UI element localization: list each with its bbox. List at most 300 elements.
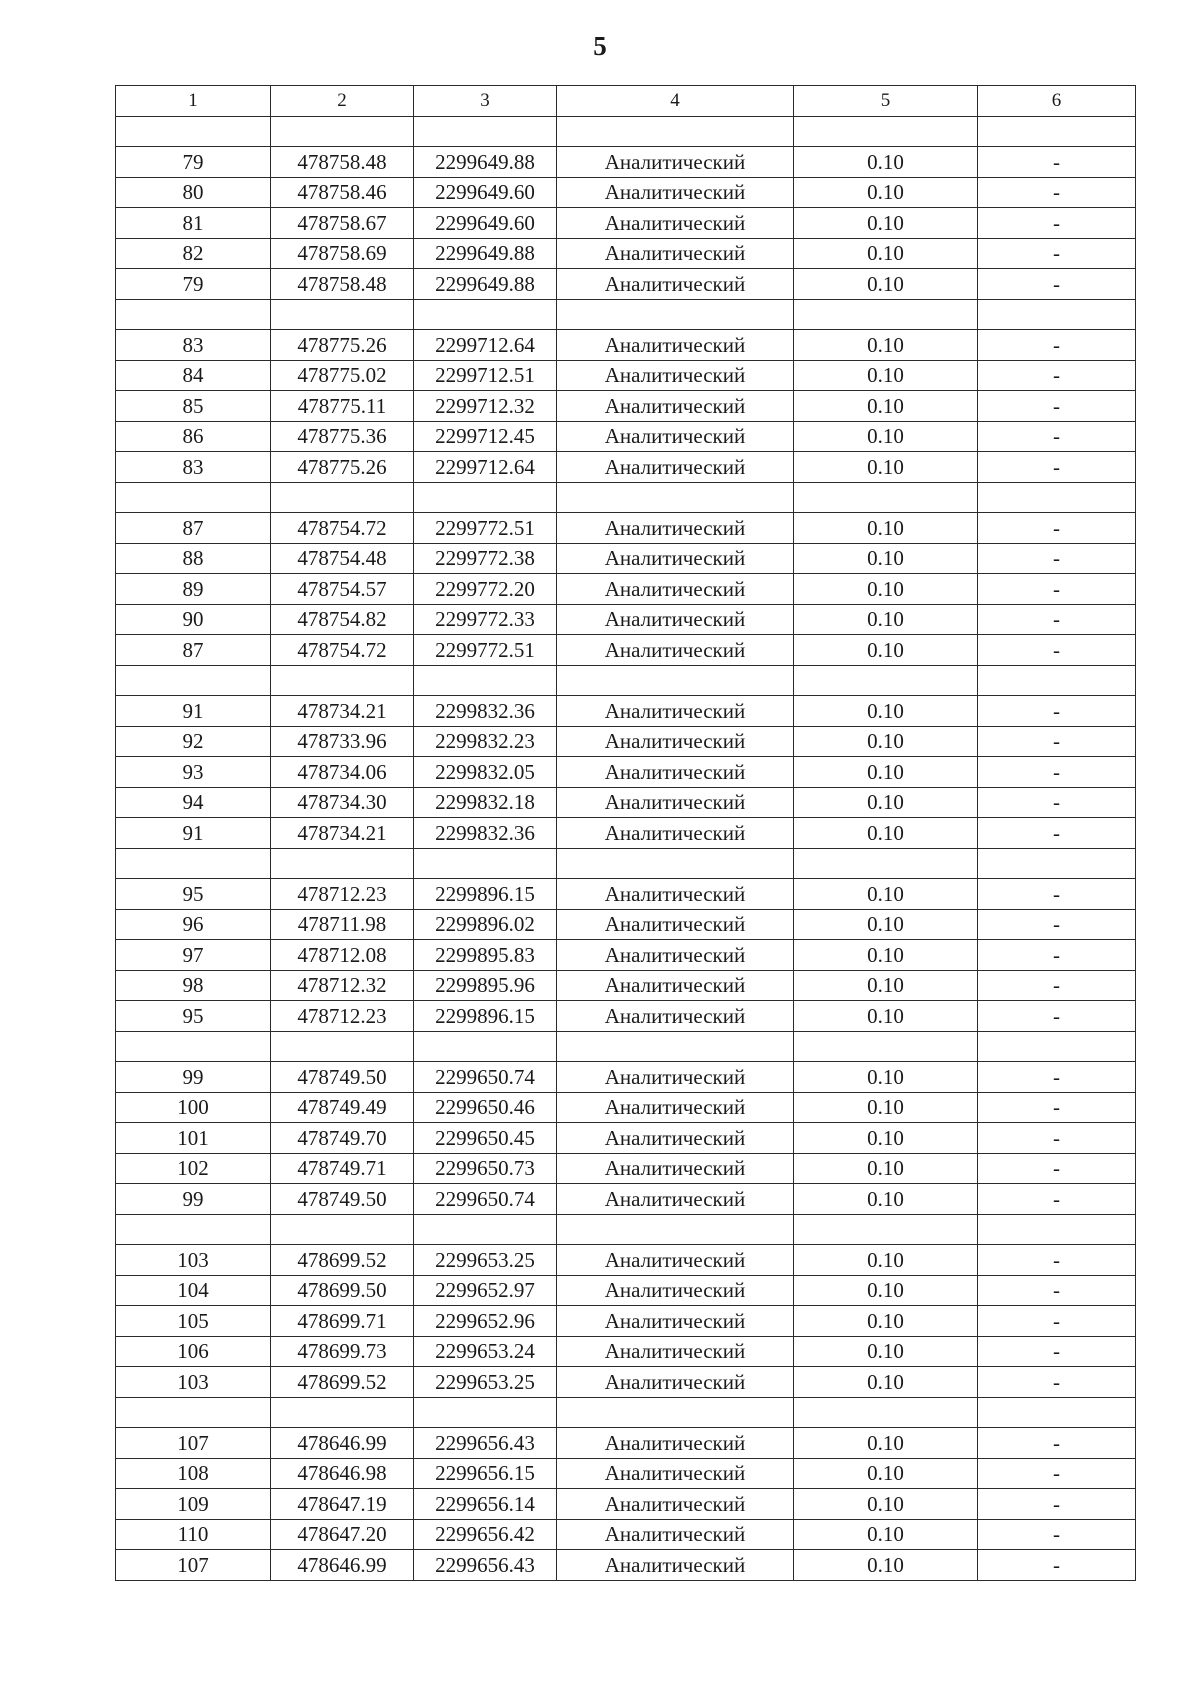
x-coordinate-cell: 478733.96 [271,726,414,757]
accuracy-cell: 0.10 [794,177,978,208]
description-cell: - [978,543,1136,574]
x-coordinate-cell: 478712.23 [271,1001,414,1032]
method-cell: Аналитический [557,360,794,391]
accuracy-cell: 0.10 [794,513,978,544]
accuracy-cell: 0.10 [794,421,978,452]
y-coordinate-cell: 2299653.25 [414,1367,557,1398]
accuracy-cell: 0.10 [794,940,978,971]
point-number-cell: 92 [116,726,271,757]
description-cell: - [978,696,1136,727]
method-cell: Аналитический [557,1458,794,1489]
x-coordinate-cell: 478758.67 [271,208,414,239]
y-coordinate-cell: 2299832.05 [414,757,557,788]
accuracy-cell: 0.10 [794,1092,978,1123]
table-row [116,360,1136,391]
method-cell: Аналитический [557,574,794,605]
y-coordinate-cell: 2299712.64 [414,330,557,361]
description-cell: - [978,1519,1136,1550]
table-row [116,1092,1136,1123]
empty-cell [794,482,978,513]
point-number-cell: 107 [116,1550,271,1581]
table-row [116,757,1136,788]
empty-cell [978,1031,1136,1062]
method-cell: Аналитический [557,1519,794,1550]
y-coordinate-cell: 2299649.88 [414,147,557,178]
table-row [116,1062,1136,1093]
empty-cell [271,116,414,147]
accuracy-cell: 0.10 [794,1367,978,1398]
point-number-cell: 96 [116,909,271,940]
y-coordinate-cell: 2299772.38 [414,543,557,574]
x-coordinate-cell: 478734.06 [271,757,414,788]
y-coordinate-cell: 2299652.96 [414,1306,557,1337]
x-coordinate-cell: 478646.99 [271,1550,414,1581]
accuracy-cell: 0.10 [794,1184,978,1215]
method-cell: Аналитический [557,1275,794,1306]
empty-cell [414,1397,557,1428]
empty-cell [271,1397,414,1428]
empty-cell [116,1031,271,1062]
description-cell: - [978,1550,1136,1581]
method-cell: Аналитический [557,208,794,239]
description-cell: - [978,1336,1136,1367]
y-coordinate-cell: 2299832.18 [414,787,557,818]
accuracy-cell: 0.10 [794,726,978,757]
column-header: 4 [557,86,794,117]
empty-cell [414,848,557,879]
table-row [116,269,1136,300]
empty-cell [414,116,557,147]
method-cell: Аналитический [557,726,794,757]
column-header: 5 [794,86,978,117]
x-coordinate-cell: 478699.52 [271,1367,414,1398]
method-cell: Аналитический [557,1306,794,1337]
description-cell: - [978,421,1136,452]
empty-cell [978,116,1136,147]
point-number-cell: 95 [116,879,271,910]
method-cell: Аналитический [557,147,794,178]
x-coordinate-cell: 478758.69 [271,238,414,269]
table-row [116,970,1136,1001]
method-cell: Аналитический [557,1367,794,1398]
method-cell: Аналитический [557,970,794,1001]
point-number-cell: 102 [116,1153,271,1184]
separator-row [116,665,1136,696]
empty-cell [116,1397,271,1428]
empty-cell [978,299,1136,330]
accuracy-cell: 0.10 [794,1519,978,1550]
empty-cell [414,1031,557,1062]
y-coordinate-cell: 2299656.14 [414,1489,557,1520]
x-coordinate-cell: 478749.70 [271,1123,414,1154]
empty-cell [557,482,794,513]
x-coordinate-cell: 478699.50 [271,1275,414,1306]
accuracy-cell: 0.10 [794,391,978,422]
method-cell: Аналитический [557,787,794,818]
y-coordinate-cell: 2299656.42 [414,1519,557,1550]
empty-cell [271,848,414,879]
empty-cell [414,299,557,330]
y-coordinate-cell: 2299896.02 [414,909,557,940]
separator-row [116,299,1136,330]
empty-cell [271,1214,414,1245]
accuracy-cell: 0.10 [794,1428,978,1459]
accuracy-cell: 0.10 [794,1245,978,1276]
point-number-cell: 82 [116,238,271,269]
empty-cell [794,1214,978,1245]
empty-cell [978,482,1136,513]
x-coordinate-cell: 478712.23 [271,879,414,910]
x-coordinate-cell: 478758.46 [271,177,414,208]
description-cell: - [978,177,1136,208]
x-coordinate-cell: 478699.73 [271,1336,414,1367]
table-row [116,940,1136,971]
accuracy-cell: 0.10 [794,879,978,910]
empty-cell [557,665,794,696]
y-coordinate-cell: 2299772.33 [414,604,557,635]
method-cell: Аналитический [557,604,794,635]
y-coordinate-cell: 2299896.15 [414,1001,557,1032]
description-cell: - [978,1458,1136,1489]
accuracy-cell: 0.10 [794,1123,978,1154]
point-number-cell: 89 [116,574,271,605]
y-coordinate-cell: 2299656.43 [414,1428,557,1459]
accuracy-cell: 0.10 [794,696,978,727]
point-number-cell: 103 [116,1245,271,1276]
description-cell: - [978,269,1136,300]
accuracy-cell: 0.10 [794,970,978,1001]
empty-cell [116,116,271,147]
point-number-cell: 94 [116,787,271,818]
method-cell: Аналитический [557,1001,794,1032]
table-row [116,787,1136,818]
empty-cell [557,1214,794,1245]
method-cell: Аналитический [557,940,794,971]
method-cell: Аналитический [557,513,794,544]
point-number-cell: 93 [116,757,271,788]
empty-cell [794,665,978,696]
table-row [116,1458,1136,1489]
accuracy-cell: 0.10 [794,604,978,635]
point-number-cell: 106 [116,1336,271,1367]
empty-cell [271,482,414,513]
point-number-cell: 100 [116,1092,271,1123]
table-row [116,1001,1136,1032]
description-cell: - [978,360,1136,391]
separator-row [116,848,1136,879]
x-coordinate-cell: 478754.48 [271,543,414,574]
accuracy-cell: 0.10 [794,452,978,483]
x-coordinate-cell: 478754.72 [271,513,414,544]
method-cell: Аналитический [557,1245,794,1276]
method-cell: Аналитический [557,1184,794,1215]
point-number-cell: 87 [116,635,271,666]
separator-row [116,116,1136,147]
y-coordinate-cell: 2299656.43 [414,1550,557,1581]
y-coordinate-cell: 2299650.46 [414,1092,557,1123]
point-number-cell: 97 [116,940,271,971]
point-number-cell: 79 [116,269,271,300]
x-coordinate-cell: 478775.36 [271,421,414,452]
table-row [116,208,1136,239]
y-coordinate-cell: 2299652.97 [414,1275,557,1306]
table-row [116,1306,1136,1337]
empty-cell [978,848,1136,879]
x-coordinate-cell: 478754.72 [271,635,414,666]
accuracy-cell: 0.10 [794,1062,978,1093]
x-coordinate-cell: 478699.71 [271,1306,414,1337]
x-coordinate-cell: 478758.48 [271,269,414,300]
page-number: 5 [593,31,607,61]
table-row [116,879,1136,910]
table-row [116,391,1136,422]
separator-row [116,1031,1136,1062]
y-coordinate-cell: 2299895.83 [414,940,557,971]
table-row [116,1428,1136,1459]
y-coordinate-cell: 2299772.51 [414,635,557,666]
empty-cell [116,299,271,330]
table-row [116,177,1136,208]
accuracy-cell: 0.10 [794,269,978,300]
x-coordinate-cell: 478734.30 [271,787,414,818]
y-coordinate-cell: 2299772.20 [414,574,557,605]
table-row [116,604,1136,635]
table-row [116,513,1136,544]
point-number-cell: 79 [116,147,271,178]
y-coordinate-cell: 2299656.15 [414,1458,557,1489]
table-row [116,1245,1136,1276]
empty-cell [794,116,978,147]
description-cell: - [978,1001,1136,1032]
description-cell: - [978,940,1136,971]
description-cell: - [978,726,1136,757]
method-cell: Аналитический [557,1550,794,1581]
empty-cell [557,1397,794,1428]
x-coordinate-cell: 478647.20 [271,1519,414,1550]
empty-cell [557,848,794,879]
point-number-cell: 83 [116,330,271,361]
description-cell: - [978,330,1136,361]
table-row [116,1184,1136,1215]
table-row [116,1489,1136,1520]
empty-cell [794,1031,978,1062]
empty-cell [978,1214,1136,1245]
point-number-cell: 87 [116,513,271,544]
accuracy-cell: 0.10 [794,1153,978,1184]
table-row [116,1153,1136,1184]
method-cell: Аналитический [557,1092,794,1123]
x-coordinate-cell: 478646.99 [271,1428,414,1459]
empty-cell [116,482,271,513]
empty-cell [271,299,414,330]
separator-row [116,1397,1136,1428]
description-cell: - [978,391,1136,422]
table-row [116,147,1136,178]
point-number-cell: 88 [116,543,271,574]
point-number-cell: 99 [116,1062,271,1093]
table-row [116,635,1136,666]
method-cell: Аналитический [557,1062,794,1093]
table-row [116,696,1136,727]
y-coordinate-cell: 2299895.96 [414,970,557,1001]
description-cell: - [978,757,1136,788]
method-cell: Аналитический [557,269,794,300]
table-row [116,1123,1136,1154]
accuracy-cell: 0.10 [794,1550,978,1581]
x-coordinate-cell: 478647.19 [271,1489,414,1520]
point-number-cell: 86 [116,421,271,452]
point-number-cell: 99 [116,1184,271,1215]
point-number-cell: 91 [116,818,271,849]
column-header: 1 [116,86,271,117]
y-coordinate-cell: 2299650.74 [414,1062,557,1093]
method-cell: Аналитический [557,635,794,666]
method-cell: Аналитический [557,1336,794,1367]
description-cell: - [978,909,1136,940]
description-cell: - [978,1092,1136,1123]
accuracy-cell: 0.10 [794,147,978,178]
empty-cell [271,1031,414,1062]
column-header: 3 [414,86,557,117]
description-cell: - [978,970,1136,1001]
y-coordinate-cell: 2299712.45 [414,421,557,452]
table-row [116,543,1136,574]
point-number-cell: 95 [116,1001,271,1032]
column-number-row [116,86,1136,117]
description-cell: - [978,1306,1136,1337]
description-cell: - [978,513,1136,544]
y-coordinate-cell: 2299712.64 [414,452,557,483]
method-cell: Аналитический [557,452,794,483]
description-cell: - [978,1153,1136,1184]
x-coordinate-cell: 478712.32 [271,970,414,1001]
method-cell: Аналитический [557,1123,794,1154]
point-number-cell: 91 [116,696,271,727]
description-cell: - [978,574,1136,605]
description-cell: - [978,1245,1136,1276]
y-coordinate-cell: 2299649.60 [414,208,557,239]
point-number-cell: 98 [116,970,271,1001]
empty-cell [116,1214,271,1245]
accuracy-cell: 0.10 [794,635,978,666]
x-coordinate-cell: 478749.71 [271,1153,414,1184]
description-cell: - [978,1184,1136,1215]
point-number-cell: 85 [116,391,271,422]
y-coordinate-cell: 2299653.24 [414,1336,557,1367]
point-number-cell: 103 [116,1367,271,1398]
separator-row [116,1214,1136,1245]
description-cell: - [978,604,1136,635]
accuracy-cell: 0.10 [794,543,978,574]
x-coordinate-cell: 478775.02 [271,360,414,391]
point-number-cell: 104 [116,1275,271,1306]
description-cell: - [978,818,1136,849]
x-coordinate-cell: 478712.08 [271,940,414,971]
x-coordinate-cell: 478754.82 [271,604,414,635]
point-number-cell: 90 [116,604,271,635]
description-cell: - [978,147,1136,178]
empty-cell [794,848,978,879]
accuracy-cell: 0.10 [794,574,978,605]
table-row [116,1336,1136,1367]
method-cell: Аналитический [557,1428,794,1459]
description-cell: - [978,238,1136,269]
x-coordinate-cell: 478711.98 [271,909,414,940]
empty-cell [978,1397,1136,1428]
y-coordinate-cell: 2299649.60 [414,177,557,208]
method-cell: Аналитический [557,1489,794,1520]
empty-cell [557,299,794,330]
point-number-cell: 109 [116,1489,271,1520]
y-coordinate-cell: 2299832.36 [414,696,557,727]
method-cell: Аналитический [557,543,794,574]
point-number-cell: 81 [116,208,271,239]
x-coordinate-cell: 478734.21 [271,696,414,727]
table-row [116,1275,1136,1306]
coordinates-table-body [116,86,1136,1581]
method-cell: Аналитический [557,818,794,849]
table-row [116,818,1136,849]
separator-row [116,482,1136,513]
empty-cell [116,848,271,879]
table-row [116,1367,1136,1398]
table-row [116,1519,1136,1550]
description-cell: - [978,1123,1136,1154]
table-row [116,1550,1136,1581]
description-cell: - [978,1428,1136,1459]
method-cell: Аналитический [557,391,794,422]
coordinates-table [115,85,1136,1581]
y-coordinate-cell: 2299653.25 [414,1245,557,1276]
description-cell: - [978,787,1136,818]
x-coordinate-cell: 478646.98 [271,1458,414,1489]
x-coordinate-cell: 478754.57 [271,574,414,605]
point-number-cell: 84 [116,360,271,391]
table-row [116,330,1136,361]
y-coordinate-cell: 2299650.74 [414,1184,557,1215]
method-cell: Аналитический [557,330,794,361]
y-coordinate-cell: 2299649.88 [414,238,557,269]
empty-cell [414,665,557,696]
description-cell: - [978,208,1136,239]
accuracy-cell: 0.10 [794,330,978,361]
x-coordinate-cell: 478699.52 [271,1245,414,1276]
accuracy-cell: 0.10 [794,1458,978,1489]
empty-cell [414,482,557,513]
description-cell: - [978,879,1136,910]
y-coordinate-cell: 2299712.51 [414,360,557,391]
y-coordinate-cell: 2299832.23 [414,726,557,757]
empty-cell [978,665,1136,696]
accuracy-cell: 0.10 [794,909,978,940]
method-cell: Аналитический [557,879,794,910]
description-cell: - [978,1275,1136,1306]
description-cell: - [978,1489,1136,1520]
y-coordinate-cell: 2299896.15 [414,879,557,910]
accuracy-cell: 0.10 [794,1275,978,1306]
x-coordinate-cell: 478734.21 [271,818,414,849]
point-number-cell: 107 [116,1428,271,1459]
x-coordinate-cell: 478775.26 [271,330,414,361]
point-number-cell: 105 [116,1306,271,1337]
method-cell: Аналитический [557,421,794,452]
point-number-cell: 108 [116,1458,271,1489]
x-coordinate-cell: 478749.50 [271,1062,414,1093]
table-row [116,238,1136,269]
x-coordinate-cell: 478775.26 [271,452,414,483]
x-coordinate-cell: 478749.50 [271,1184,414,1215]
empty-cell [794,299,978,330]
